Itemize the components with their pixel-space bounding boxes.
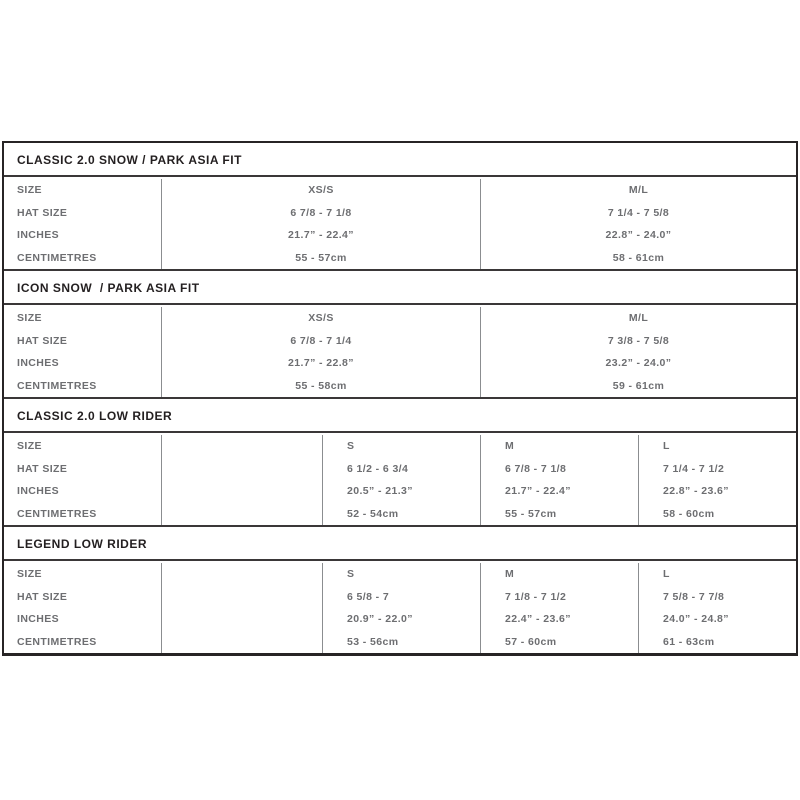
inches-value: 22.8” - 23.6” <box>663 485 729 497</box>
row-labels-column <box>4 179 161 269</box>
size-value: M <box>505 568 515 580</box>
size-value: M/L <box>628 312 649 324</box>
column-xs-s <box>161 179 480 269</box>
column-l <box>638 435 796 525</box>
row-label-size: SIZE <box>17 312 42 324</box>
column-m <box>480 435 638 525</box>
size-value: XS/S <box>308 312 334 324</box>
hat-size-value: 6 5/8 - 7 <box>347 590 390 603</box>
row-label-centimetres: CENTIMETRES <box>17 635 97 648</box>
row-label-inches: INCHES <box>17 357 60 369</box>
inches-value: 21.7” - 22.8” <box>288 357 354 369</box>
column-m <box>480 563 638 653</box>
hat-size-value: 6 7/8 - 7 1/4 <box>290 334 352 347</box>
hat-size-value: 7 3/8 - 7 5/8 <box>607 334 670 347</box>
centimetres-value: 53 - 56cm <box>347 635 399 648</box>
inches-value: 22.8” - 24.0” <box>605 229 672 241</box>
size-value: M <box>505 440 515 452</box>
column-m-l <box>480 179 796 269</box>
inches-value: 24.0” - 24.8” <box>663 613 729 625</box>
size-table-classic-20-low-rider <box>4 397 796 525</box>
column-s <box>322 435 480 525</box>
size-value: M/L <box>628 184 649 196</box>
row-label-inches: INCHES <box>17 485 60 497</box>
row-label-centimetres: CENTIMETRES <box>17 507 97 520</box>
table-body <box>4 177 796 269</box>
helmet-size-chart <box>2 141 798 656</box>
centimetres-value: 55 - 57cm <box>295 251 347 264</box>
column-m-l <box>480 307 796 397</box>
row-label-hat-size: HAT SIZE <box>17 590 68 603</box>
centimetres-value: 61 - 63cm <box>663 635 715 648</box>
row-label-centimetres: CENTIMETRES <box>17 379 97 392</box>
row-labels-column <box>4 563 161 653</box>
table-title: ICON SNOW / PARK ASIA FIT <box>4 271 796 305</box>
empty-column <box>161 563 322 653</box>
hat-size-value: 6 1/2 - 6 3/4 <box>347 462 409 475</box>
inches-value: 20.5” - 21.3” <box>347 485 413 497</box>
centimetres-value: 59 - 61cm <box>612 379 665 392</box>
row-label-size: SIZE <box>17 184 42 196</box>
hat-size-value: 7 1/8 - 7 1/2 <box>505 590 567 603</box>
row-label-size: SIZE <box>17 568 42 580</box>
hat-size-value: 7 5/8 - 7 7/8 <box>663 590 725 603</box>
column-s <box>322 563 480 653</box>
hat-size-value: 7 1/4 - 7 5/8 <box>607 206 670 219</box>
table-title: LEGEND LOW RIDER <box>4 527 796 561</box>
row-label-inches: INCHES <box>17 613 60 625</box>
row-label-hat-size: HAT SIZE <box>17 462 68 475</box>
size-value: S <box>347 440 355 452</box>
empty-column <box>161 435 322 525</box>
row-label-hat-size: HAT SIZE <box>17 206 68 219</box>
centimetres-value: 57 - 60cm <box>505 635 557 648</box>
centimetres-value: 52 - 54cm <box>347 507 399 520</box>
inches-value: 22.4” - 23.6” <box>505 613 571 625</box>
inches-value: 23.2” - 24.0” <box>605 357 672 369</box>
inches-value: 20.9” - 22.0” <box>347 613 413 625</box>
centimetres-value: 55 - 57cm <box>505 507 557 520</box>
size-value: XS/S <box>308 184 334 196</box>
row-label-hat-size: HAT SIZE <box>17 334 68 347</box>
size-table-legend-low-rider <box>4 525 796 653</box>
column-xs-s <box>161 307 480 397</box>
hat-size-value: 7 1/4 - 7 1/2 <box>663 462 725 475</box>
hat-size-value: 6 7/8 - 7 1/8 <box>505 462 567 475</box>
table-body <box>4 561 796 653</box>
size-value: S <box>347 568 355 580</box>
row-label-centimetres: CENTIMETRES <box>17 251 97 264</box>
inches-value: 21.7” - 22.4” <box>505 485 571 497</box>
size-table-icon-snow-park-asia-fit <box>4 269 796 397</box>
row-labels-column <box>4 435 161 525</box>
column-l <box>638 563 796 653</box>
inches-value: 21.7” - 22.4” <box>288 229 354 241</box>
hat-size-value: 6 7/8 - 7 1/8 <box>290 206 352 219</box>
centimetres-value: 55 - 58cm <box>295 379 347 392</box>
centimetres-value: 58 - 60cm <box>663 507 715 520</box>
table-body <box>4 433 796 525</box>
row-label-inches: INCHES <box>17 229 60 241</box>
size-value: L <box>663 568 670 580</box>
row-label-size: SIZE <box>17 440 42 452</box>
size-value: L <box>663 440 670 452</box>
row-labels-column <box>4 307 161 397</box>
size-table-classic-20-snow-park-asia-fit <box>4 143 796 269</box>
centimetres-value: 58 - 61cm <box>612 251 665 264</box>
table-title: CLASSIC 2.0 LOW RIDER <box>4 399 796 433</box>
table-body <box>4 305 796 397</box>
table-title: CLASSIC 2.0 SNOW / PARK ASIA FIT <box>4 143 796 177</box>
